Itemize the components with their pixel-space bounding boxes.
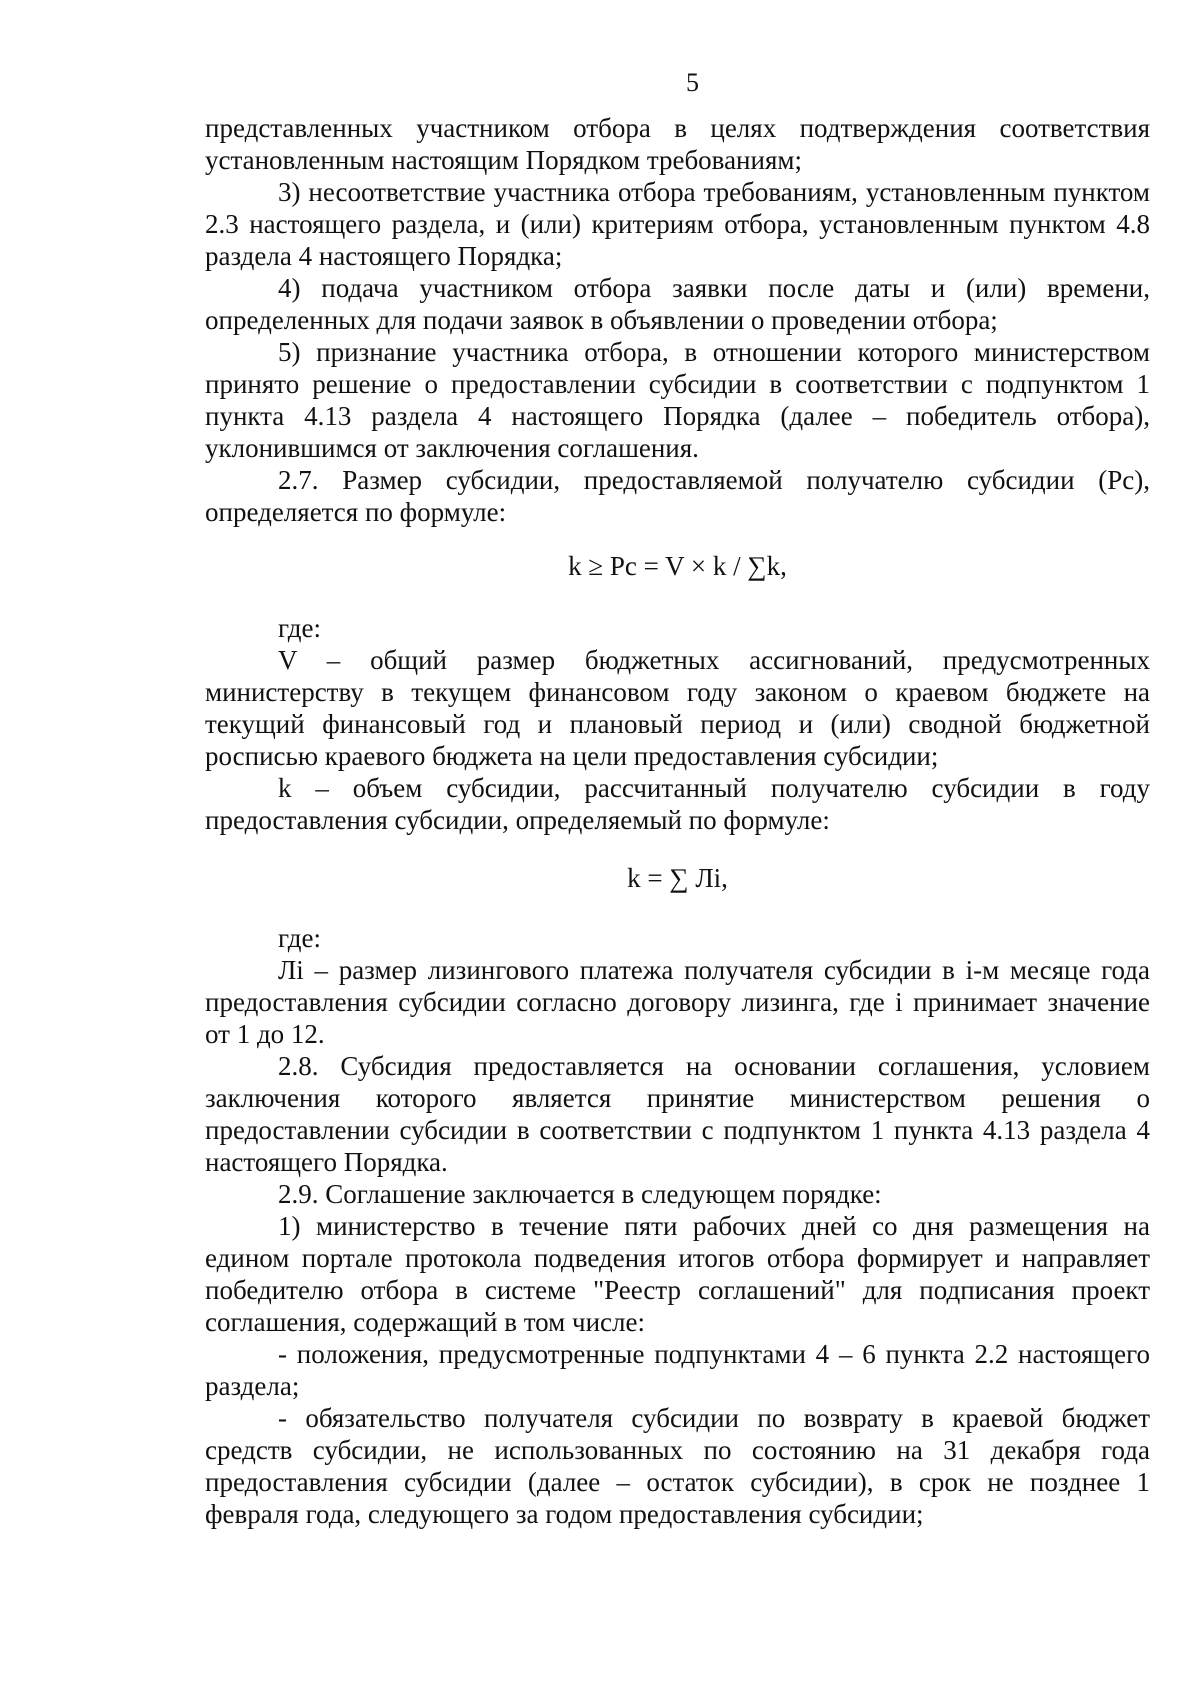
- bullet-provisions: - положения, предусмотренные подпунктами 4 – 6 пункта 2.2 настоящего раздела;: [205, 1339, 1150, 1401]
- paragraph-item-5: 5) признание участника отбора, в отношении которого министерством принято решение о предоставлении субсидии в соответствии с подпунктом 1 пункта 4.13 раздела 4 настоящего Порядка (далее – победитель отбора), уклонившимся от заключения соглашения.: [205, 337, 1150, 463]
- paragraph-2-8: 2.8. Субсидия предоставляется на основании соглашения, условием заключения которого является принятие министерством решения о предоставлении субсидии в соответствии с подпунктом 1 пункта 4.13 раздела 4 настоящего Порядка.: [205, 1051, 1150, 1177]
- paragraph-item-3: 3) несоответствие участника отбора требованиям, установленным пунктом 2.3 настоящего раздела, и (или) критериям отбора, установленным пунктом 4.8 раздела 4 настоящего Порядка;: [205, 177, 1150, 271]
- paragraph-continuation: представленных участником отбора в целях подтверждения соответствия установленным настоящим Порядком требованиям;: [205, 113, 1150, 175]
- paragraph-2-9: 2.9. Соглашение заключается в следующем порядке:: [278, 1179, 882, 1209]
- document-page: [205, 68, 1150, 1530]
- formula-subsidy-size: k ≥ Pc = V × k / ∑k,: [568, 551, 787, 581]
- where-label-1: где:: [278, 613, 321, 643]
- definition-v: V – общий размер бюджетных ассигнований, предусмотренных министерству в текущем финансовом году законом о краевом бюджете на текущий финансовый год и плановый период и (или) сводной бюджетной росписью краевого бюджета на цели предоставления субсидии;: [205, 645, 1150, 771]
- bullet-obligation: - обязательство получателя субсидии по возврату в краевой бюджет средств субсидии, не использованных по состоянию на 31 декабря года предоставления субсидии (далее – остаток субсидии), в срок не позднее 1 февраля года, следующего за годом предоставления субсидии;: [205, 1403, 1150, 1529]
- page-number: 5: [686, 68, 699, 97]
- paragraph-item-4: 4) подача участником отбора заявки после даты и (или) времени, определенных для подачи заявок в объявлении о проведении отбора;: [205, 273, 1150, 335]
- where-label-2: где:: [278, 923, 321, 953]
- definition-k: k – объем субсидии, рассчитанный получателю субсидии в году предоставления субсидии, определяемый по формуле:: [205, 773, 1150, 835]
- definition-li: Лi – размер лизингового платежа получателя субсидии в i-м месяце года предоставления субсидии согласно договору лизинга, где i принимает значение от 1 до 12.: [205, 955, 1150, 1049]
- formula-k-sum: k = ∑ Лi,: [627, 863, 728, 893]
- paragraph-2-7: 2.7. Размер субсидии, предоставляемой получателю субсидии (Pc), определяется по формуле:: [205, 465, 1150, 527]
- paragraph-2-9-item-1: 1) министерство в течение пяти рабочих дней со дня размещения на едином портале протокола подведения итогов отбора формирует и направляет победителю отбора в системе "Реестр соглашений" для подписания проект соглашения, содержащий в том числе:: [205, 1211, 1150, 1337]
